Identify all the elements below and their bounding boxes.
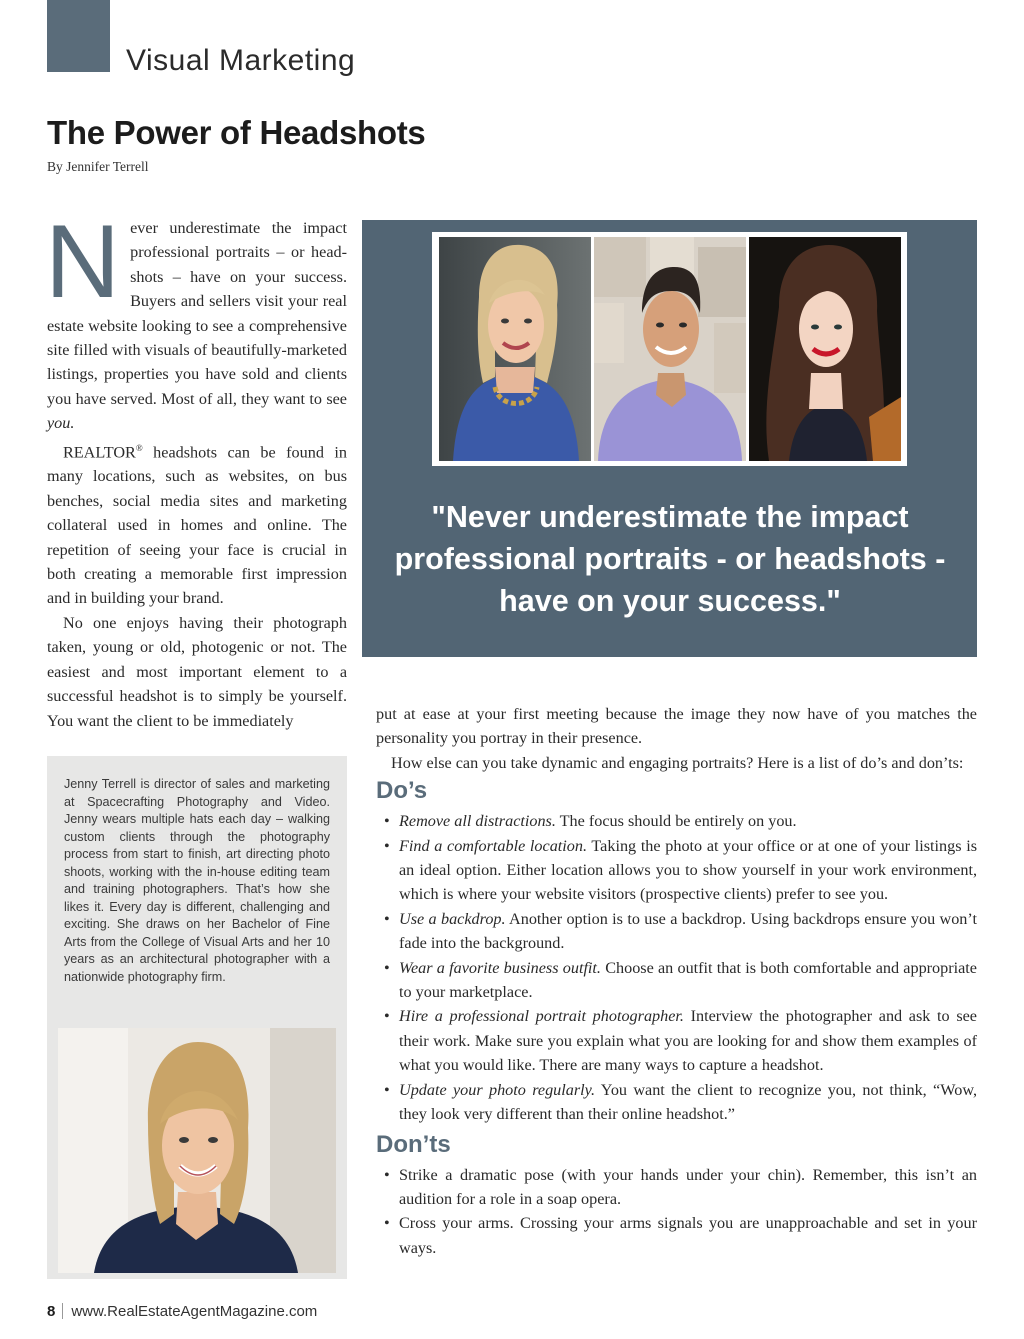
list-item <box>376 809 977 833</box>
section-color-block <box>47 0 110 72</box>
paragraph-continued: put at ease at your first meeting because the image they now have of you matches the personality you portray in their presence. <box>376 705 977 748</box>
list-item: • Cross your arms. Crossing your arms signals you are unapproachable and set in your ways. <box>376 1211 977 1260</box>
list-item-text: You want the client to recognize you, not think, “Wow, they look very different than their online headshot.” <box>399 1080 978 1124</box>
paragraph-photograph: No one enjoys having their photograph taken, young or old, photogenic or not. The easiest and most important element to a successful headshot is to simply be yourself. You want the client to be immediately <box>47 613 347 730</box>
author-bio-text: Jenny Terrell is director of sales and marketing at Spacecrafting Photography and Video. Jenny wears multiple hats each day – walking custom clients through the photography process from start to finish, art directing photo shoots, working with the in-house editing team and training photographers. That’s how she likes it. Every day is different, challenging and exciting. She draws on her Bachelor of Fine Arts from the College of Visual Arts and her 10 years as an architectural photographer with a nationwide photography firm. <box>64 777 330 984</box>
paragraph-realtor-text: headshots can be found in many locations, such as websites, on bus benches, social media sites and marketing collateral used in homes and online. The repetition of seeing your face is crucial in both creating a memorable first impression and in building your brand. <box>47 443 347 608</box>
list-item-text: Another option is to use a backdrop. Using backdrops ensure you won’t fade into the background. <box>399 909 978 953</box>
drop-cap: N <box>45 204 121 320</box>
list-item <box>376 1078 977 1127</box>
dos-list <box>376 809 977 1126</box>
list-item-lead: Hire a professional portrait photographer. <box>399 1007 684 1026</box>
page-footer <box>47 1303 317 1320</box>
headshot-photo-man <box>594 237 746 461</box>
paragraph-intro-emphasis: you. <box>47 414 75 433</box>
registered-mark: ® <box>135 442 143 453</box>
article-headline: The Power of Headshots <box>47 114 426 151</box>
list-item <box>376 834 977 907</box>
article-right-column <box>376 702 977 1260</box>
paragraph-intro-text: ever underestimate the impact professional portraits – or headshots – have on your success. Buyers and sellers visit your real estate website looking to see a comprehensive site filled with visuals of beautifully-marketed listings, properties you have sold and clients you have served. Most of all, they want to see <box>47 219 347 408</box>
list-item-lead: Find a comfortable location. <box>399 836 588 855</box>
byline: By Jennifer Terrell <box>47 159 149 174</box>
list-item <box>376 1004 977 1077</box>
paragraph-realtor-lead: REALTOR <box>63 443 136 462</box>
paragraph-list-intro: How else can you take dynamic and engaging portraits? Here is a list of do’s and don’ts: <box>391 753 964 772</box>
section-label: Visual Marketing <box>126 44 356 77</box>
list-item-lead: Remove all distractions. <box>399 812 556 831</box>
page-number: 8 <box>47 1303 56 1320</box>
footer-divider <box>62 1303 63 1319</box>
donts-list <box>376 1163 977 1261</box>
list-item-lead: Wear a favorite business outfit. <box>399 958 601 977</box>
author-photo <box>58 1028 336 1273</box>
footer-website: www.RealEstateAgentMagazine.com <box>71 1303 318 1320</box>
dos-heading: Do’s <box>376 777 428 805</box>
pull-quote-text: "Never underestimate the impact professional portraits - or headshots - have on your success." <box>394 500 946 618</box>
paragraph-realtor <box>47 436 347 611</box>
headshot-photo-woman-blonde <box>439 237 591 461</box>
list-item-text: The focus should be entirely on you. <box>555 812 797 831</box>
donts-heading: Don’ts <box>376 1130 451 1158</box>
list-item <box>376 956 977 1005</box>
paragraph-intro <box>45 204 347 436</box>
list-item-text: Taking the photo at your office or at one of your listings is an ideal option. Either location allows you to show yourself in your work environment, which is where your website visitors (prospective clients) prefer to see you. <box>399 836 977 904</box>
list-item <box>376 907 977 956</box>
list-item: • Strike a dramatic pose (with your hands under your chin). Remember, this isn’t an audition for a role in a soap opera. <box>376 1163 977 1212</box>
list-item-text: Interview the photographer and ask to see their work. Make sure you explain what you are looking for and show them examples of what you would like. There are many ways to capture a headshot. <box>399 1007 977 1075</box>
list-item-lead: Use a backdrop. <box>399 909 506 928</box>
list-item-text: Choose an outfit that is both comfortable and appropriate to your marketplace. <box>399 958 977 1002</box>
article-left-column <box>45 204 347 733</box>
list-item-lead: Update your photo regularly. <box>399 1080 596 1099</box>
headshot-photo-woman-brunette <box>749 237 901 461</box>
